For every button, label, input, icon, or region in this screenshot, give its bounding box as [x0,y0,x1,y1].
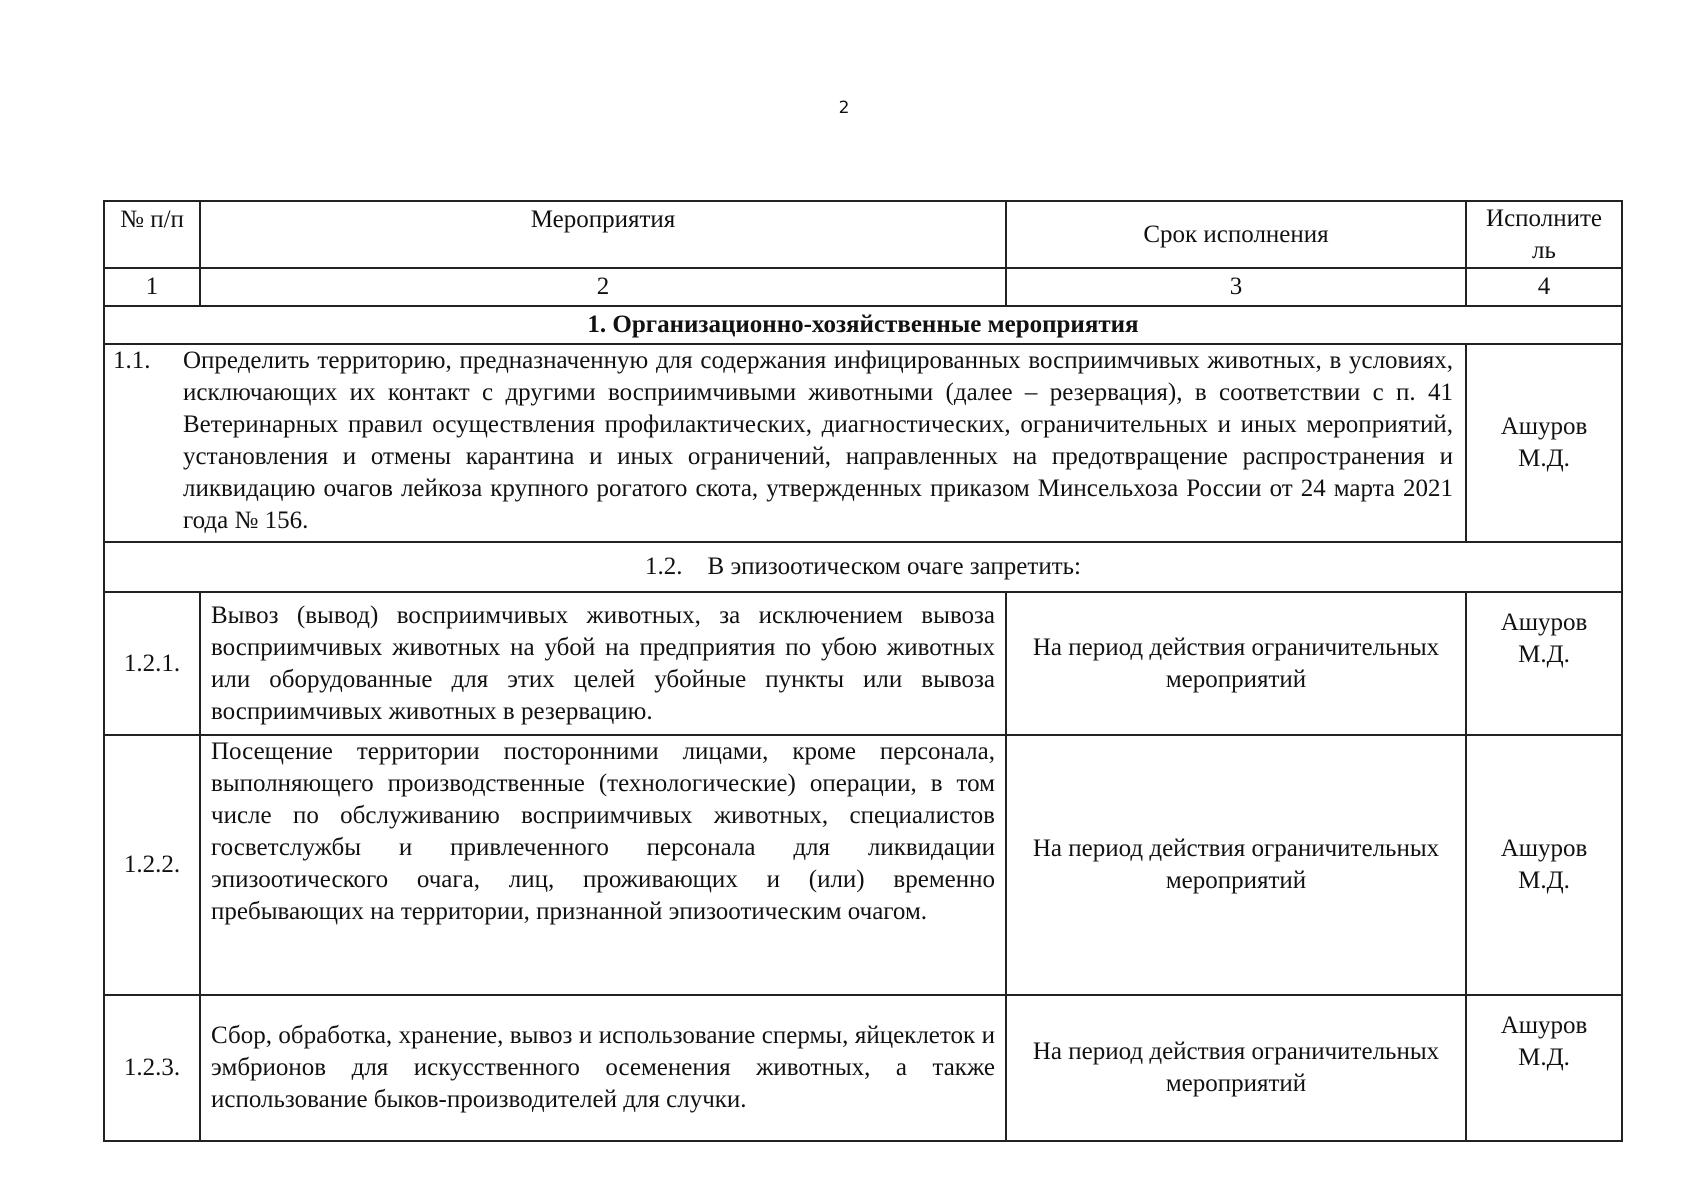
row-executor: Ашуров М.Д. [1466,735,1622,995]
row-number: 1.2.3. [104,995,200,1141]
activities-table [103,200,1623,1142]
table-row [104,592,1622,735]
table-row [104,735,1622,995]
row-activity-text: Посещение территории посторонними лицами, кроме персонала, выполняющего производственные (технологические) операции, в том числе по обслуживанию восприимчивых животных, специалистов госветслужбы и привлеченного персонала для ликвидации эпизоотического очага, лиц, проживающих и (или) временно пребывающих на территории, признанной эпизоотическим очагом. [200,735,1006,995]
column-number-row [104,268,1622,306]
row-deadline: На период действия ограничительных мероприятий [1006,592,1466,735]
section-title-row [104,306,1622,344]
column-number-1: 1 [104,268,200,306]
item-1-1-number: 1.1. [113,347,151,374]
subsection-title-row [104,542,1622,592]
header-deadline: Срок исполнения [1006,201,1466,268]
row-executor: Ашуров М.Д. [1466,592,1622,735]
row-activity-text: Сбор, обработка, хранение, вывоз и использование спермы, яйцеклеток и эмбрионов для искусственного осеменения животных, а также использование быков-производителей для случки. [200,995,1006,1141]
item-1-1-text: Определить территорию, предназначенную для содержания инфицированных восприимчивых животных, в условиях, исключающих их контакт с другими восприимчивыми животными (далее – резервация), в соответствии с п. 41 Ветеринарных правил осуществления профилактических, диагностических, ограничительных и иных мероприятий, установления и отмены карантина и иных ограничений, направленных на предотвращение распространения и ликвидацию очагов лейкоза крупного рогатого скота, утвержденных приказом Минсельхоза России от 24 марта 2021 года № 156. [183,347,1453,534]
row-activity-text: Вывоз (вывод) восприимчивых животных, за исключением вывоза восприимчивых животных на убой на предприятия по убою животных или оборудованные для этих целей убойные пункты или вывоза восприимчивых животных в резервацию. [200,592,1006,735]
row-executor: Ашуров М.Д. [1466,995,1622,1141]
row-number: 1.2.1. [104,592,200,735]
column-number-2: 2 [200,268,1006,306]
header-num: № п/п [104,201,200,268]
section-title: 1. Организационно-хозяйственные мероприятия [104,306,1622,344]
item-1-1-cell [104,344,1466,542]
column-number-3: 3 [1006,268,1466,306]
table-row [104,995,1622,1141]
subsection-title: 1.2. В эпизоотическом очаге запретить: [104,542,1622,592]
column-number-4: 4 [1466,268,1622,306]
header-executor: Исполните ль [1466,201,1622,268]
row-deadline: На период действия ограничительных мероприятий [1006,735,1466,995]
header-row [104,201,1622,268]
row-number: 1.2.2. [104,735,200,995]
page-number: 2 [838,98,850,118]
item-1-1-executor: Ашуров М.Д. [1466,344,1622,542]
header-activity: Мероприятия [200,201,1006,268]
row-deadline: На период действия ограничительных мероприятий [1006,995,1466,1141]
table-row [104,344,1622,542]
